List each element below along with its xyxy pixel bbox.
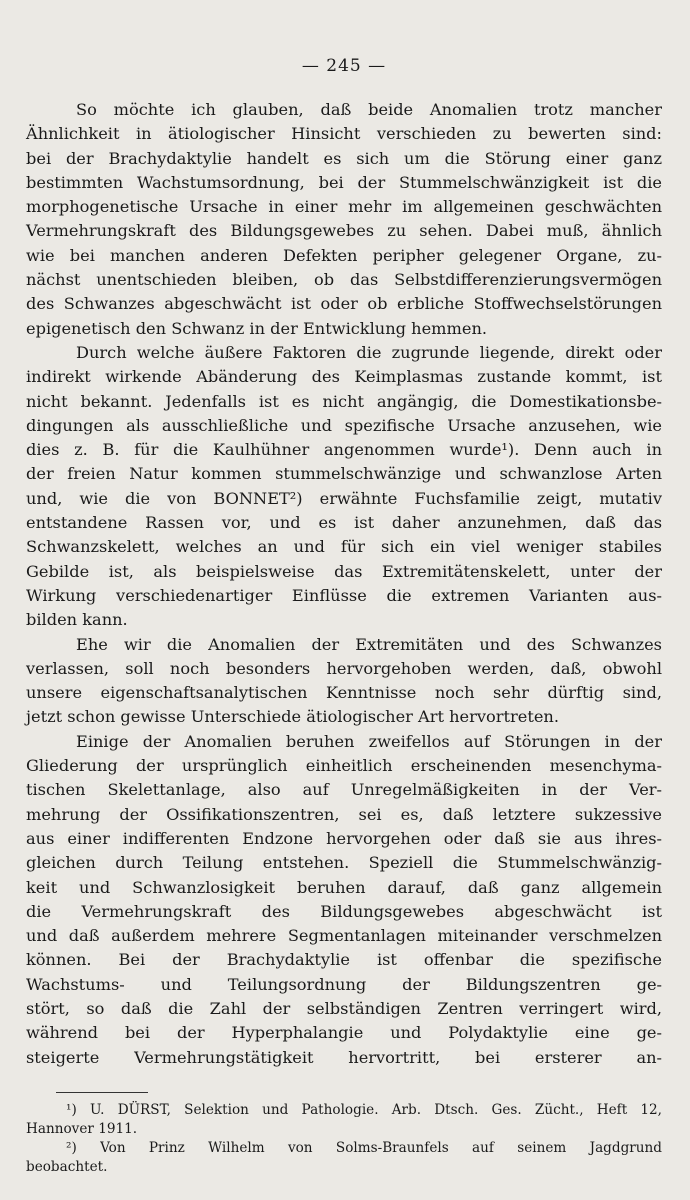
text-line: während bei der Hyperphalangie und Polydaktylie eine ge- [26,1023,662,1043]
text-line: morphogenetische Ursache in einer mehr im allgemeinen geschwächten [26,197,662,217]
footnote-1 [26,1101,662,1139]
text-line: Ehe wir die Anomalien der Extremitäten und des Schwanzes [76,634,662,654]
text-line: steigerte Vermehrungstätigkeit hervortritt, bei ersterer an- [26,1047,662,1067]
paragraph-1 [26,98,662,341]
text-line: können. Bei der Brachydaktylie ist offenbar die spezifische [26,950,662,970]
paragraph-2 [26,341,662,633]
text-line: Vermehrungskraft des Bildungsgewebes zu sehen. Dabei muß, ähnlich [26,221,662,241]
text-line: bei der Brachydaktylie handelt es sich um die Störung einer ganz [26,148,662,168]
text-line: mehrung der Ossifikationszentren, sei es, daß letztere sukzessive [26,804,662,824]
text-line: stört, so daß die Zahl der selbständigen Zentren verringert wird, [26,998,662,1018]
text-line: Gliederung der ursprünglich einheitlich erscheinenden mesenchyma- [26,756,662,776]
footnote-2 [26,1139,662,1177]
text-line: und, wie die von BONNET²) erwähnte Fuchsfamilie zeigt, mutativ [26,488,662,508]
text-line: epigenetisch den Schwanz in der Entwicklung hemmen. [26,318,488,338]
text-line: tischen Skelettanlage, also auf Unregelmäßigkeiten in der Ver- [26,780,662,800]
text-line: keit und Schwanzlosigkeit beruhen darauf, daß ganz allgemein [26,877,662,897]
text-line: So möchte ich glauben, daß beide Anomalien trotz mancher [76,100,662,119]
text-line: Durch welche äußere Faktoren die zugrunde liegende, direkt oder [76,342,662,362]
text-line: entstandene Rassen vor, und es ist daher anzunehmen, daß das [26,513,662,533]
footnote-line: Hannover 1911. [26,1120,138,1137]
text-line: Schwanzskelett, welches an und für sich ein viel weniger stabiles [26,537,662,557]
text-line: Wachstums- und Teilungsordnung der Bildungszentren ge- [26,974,662,994]
text-line: verlassen, soll noch besonders hervorgehoben werden, daß, obwohl [26,658,662,678]
text-line: indirekt wirkende Abänderung des Keimplasmas zustande kommt, ist [26,367,662,387]
paragraph-4 [26,730,662,1070]
text-line: die Vermehrungskraft des Bildungsgewebes abgeschwächt ist [26,901,662,921]
text-line: aus einer indifferenten Endzone hervorgehen oder daß sie aus ihres- [26,828,662,848]
text-line: Gebilde ist, als beispielsweise das Extremitätenskelett, unter der [26,561,662,581]
text-line: unsere eigenschaftsanalytischen Kenntnisse noch sehr dürftig sind, [26,683,662,703]
footnote-divider [56,1092,148,1093]
text-line: bestimmten Wachstumsordnung, bei der Stummelschwänzigkeit ist die [26,172,662,192]
page-number: — 245 — [301,56,387,76]
text-line: jetzt schon gewisse Unterschiede ätiologischer Art hervortreten. [26,707,559,727]
paragraph-3 [26,633,662,730]
footnote-line: beobachtet. [26,1158,108,1175]
text-line: der freien Natur kommen stummelschwänzige und schwanzlose Arten [26,464,662,484]
body-text [26,98,662,1070]
text-line: gleichen durch Teilung entstehen. Speziell die Stummelschwänzig- [26,853,662,873]
text-line: des Schwanzes abgeschwächt ist oder ob erbliche Stoffwechselstörungen [26,294,662,314]
text-line: nicht bekannt. Jedenfalls ist es nicht angängig, die Domestikationsbe- [26,391,662,411]
text-line: und daß außerdem mehrere Segmentanlagen miteinander verschmelzen [26,926,662,946]
text-line: nächst unentschieden bleiben, ob das Selbstdifferenzierungsvermögen [26,270,662,290]
text-line: Wirkung verschiedenartiger Einflüsse die extremen Varianten aus- [26,585,662,605]
text-line: Einige der Anomalien beruhen zweifellos auf Störungen in der [76,731,662,751]
text-line: dies z. B. für die Kaulhühner angenommen wurde¹). Denn auch in [26,440,662,460]
footnote-line: ¹) U. DÜRST, Selektion und Pathologie. Arb. Dtsch. Ges. Zücht., Heft 12, [66,1101,662,1118]
footnote-line: ²) Von Prinz Wilhelm von Solms-Braunfels auf seinem Jagdgrund [66,1139,662,1156]
text-line: dingungen als ausschließliche und spezifische Ursache anzusehen, wie [26,415,662,435]
footnotes [26,1101,662,1177]
text-line: Ähnlichkeit in ätiologischer Hinsicht verschieden zu bewerten sind: [26,124,662,144]
text-line: wie bei manchen anderen Defekten peripher gelegener Organe, zu- [26,245,662,265]
text-line: bilden kann. [26,610,128,630]
